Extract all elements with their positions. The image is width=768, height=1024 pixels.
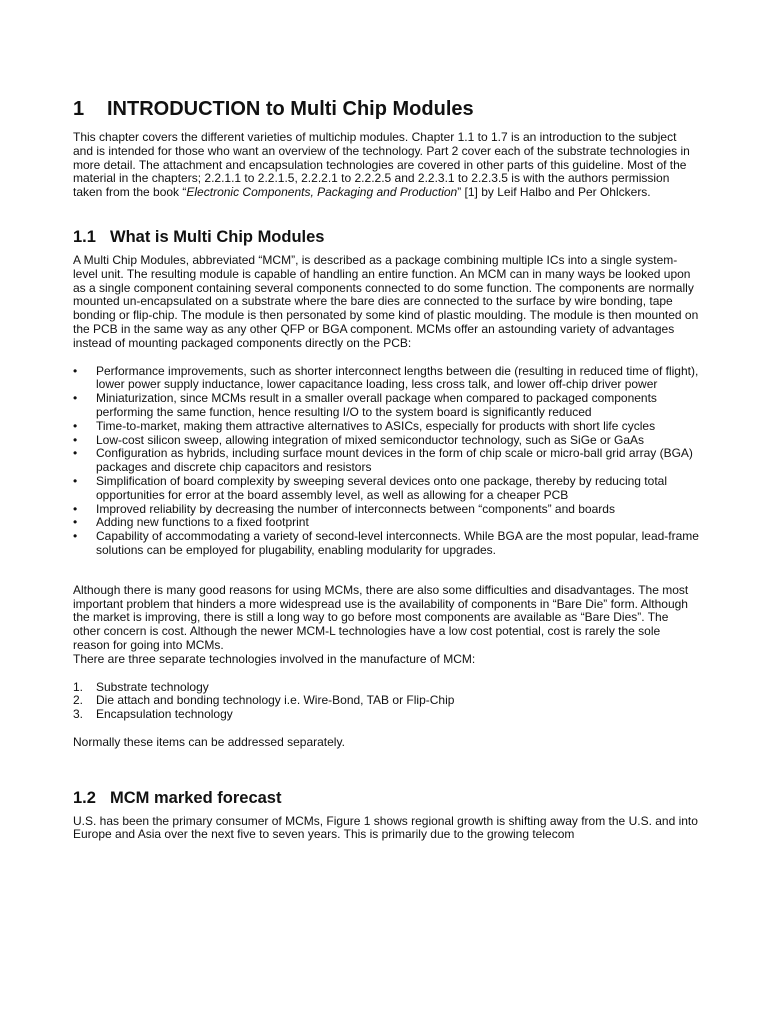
item-text: Encapsulation technology xyxy=(96,707,233,722)
bullet-item xyxy=(73,420,699,434)
bullet-marker: • xyxy=(73,529,78,544)
bullet-marker: • xyxy=(73,515,78,530)
bullet-item xyxy=(73,503,699,517)
bullet-item xyxy=(73,392,699,420)
bullet-marker: • xyxy=(73,418,78,433)
bullet-text: Performance improvements, such as shorter interconnect lengths between die (resulting in reduced time of flight), lower power supply inductance, lower capacitance loading, less cross talk, and lower off-chip driver power xyxy=(96,363,699,392)
bullet-item xyxy=(73,530,699,558)
technologies-intro: There are three separate technologies involved in the manufacture of MCM: xyxy=(73,651,476,666)
chapter-number: 1 xyxy=(73,98,85,120)
advantages-list xyxy=(73,365,699,558)
bullet-marker: • xyxy=(73,391,78,406)
item-number: 2. xyxy=(73,693,84,708)
numbered-item xyxy=(73,708,699,722)
book-title: Electronic Components, Packaging and Production xyxy=(186,185,458,200)
chapter-heading xyxy=(73,96,699,122)
section-heading-1-1 xyxy=(73,226,699,248)
numbered-item xyxy=(73,681,699,695)
item-number: 3. xyxy=(73,707,84,722)
intro-paragraph xyxy=(73,131,699,200)
bullet-text: Time-to-market, making them attractive alternatives to ASICs, especially for products with short life cycles xyxy=(96,418,656,433)
section-heading-1-2 xyxy=(73,787,699,809)
bullet-text: Improved reliability by decreasing the number of interconnects between “components” and boards xyxy=(96,501,615,516)
bullet-text: Configuration as hybrids, including surface mount devices in the form of chip scale or micro-ball grid array (BGA) packages and discrete chip capacitors and resistors xyxy=(96,446,693,475)
chapter-title: INTRODUCTION to Multi Chip Modules xyxy=(107,98,474,120)
bullet-marker: • xyxy=(73,501,78,516)
bullet-marker: • xyxy=(73,446,78,461)
technologies-list xyxy=(73,681,699,722)
mcm-description-paragraph: A Multi Chip Modules, abbreviated “MCM”, is described as a package combining multiple ICs into a single system-level unit. The resulting module is capable of handling an entire function. An MCM can in many ways be looked upon as a single component containing several components connected to do some function. The components are normally mounted un-encapsulated on a substrate where the bare dies are connected to the surface by wire bonding, tape bonding or flip-chip. The module is then personated by some kind of plastic moulding. The module is then mounted on the PCB in the same way as any other QFP or BGA component. MCMs offer an astounding variety of advantages instead of mounting packaged components directly on the PCB: xyxy=(73,252,699,350)
bullet-marker: • xyxy=(73,363,78,378)
item-text: Substrate technology xyxy=(96,679,209,694)
bullet-item xyxy=(73,447,699,475)
item-number: 1. xyxy=(73,679,84,694)
item-text: Die attach and bonding technology i.e. Wire-Bond, TAB or Flip-Chip xyxy=(96,693,455,708)
bullet-item xyxy=(73,475,699,503)
bullet-text: Capability of accommodating a variety of second-level interconnects. While BGA are the most popular, lead-frame solutions can be employed for plugability, enabling modularity for upgrades. xyxy=(96,529,699,557)
bullet-text: Low-cost silicon sweep, allowing integration of mixed semiconductor technology, such as SiGe or GaAs xyxy=(96,432,645,447)
intro-text-end: ” [1] by Leif Halbo and Per Ohlckers. xyxy=(457,185,651,200)
bullet-item xyxy=(73,516,699,530)
bullet-marker: • xyxy=(73,432,78,447)
section-number: 1.1 xyxy=(73,227,96,246)
section-title: What is Multi Chip Modules xyxy=(110,227,325,246)
bullet-text: Miniaturization, since MCMs result in a smaller overall package when compared to packaged components performing the same function, hence resulting I/O to the system board is significantly reduced xyxy=(96,391,657,419)
bullet-item xyxy=(73,365,699,393)
bullet-text: Adding new functions to a fixed footprint xyxy=(96,515,309,530)
intro-text: This chapter covers the different varieties of multichip modules. Chapter 1.1 to 1.7 is an introduction to the subject and is intended for those who want an overview of the technology. Part 2 cover each of the substrate technologies in more detail. The attachment and encapsulation technologies are covered in other parts of this guideline. Most of the material in the chapters; 2.2.1.1 to 2.2.1.5, 2.2.2.1 to 2.2.2.5 and 2.2.3.1 to 2.2.3.5 is with the authors permission taken from the book “ xyxy=(73,130,690,200)
disadvantages-paragraph: Although there is many good reasons for using MCMs, there are also some difficulties and disadvantages. The most important problem that hinders a more widespread use is the availability of components in “Bare Die” form. Although the market is improving, there is still a long way to go before most components are available as “Bare Dies”. The other concern is cost. Although the newer MCM-L technologies have a low cost potential, cost is rarely the sole reason for going into MCMs. xyxy=(73,582,689,652)
page-content xyxy=(73,96,699,842)
bullet-text: Simplification of board complexity by sweeping several devices onto one package, thereby by reducing total opportunities for error at the board assembly level, as well as allowing for a cheaper PCB xyxy=(96,473,667,502)
forecast-paragraph: U.S. has been the primary consumer of MCMs, Figure 1 shows regional growth is shifting away from the U.S. and into Europe and Asia over the next five to seven years. This is primarily due to the growing telecom xyxy=(73,813,698,842)
bullet-item xyxy=(73,434,699,448)
bullet-marker: • xyxy=(73,473,78,488)
closing-note: Normally these items can be addressed separately. xyxy=(73,734,345,749)
section-title: MCM marked forecast xyxy=(110,788,282,807)
section-number: 1.2 xyxy=(73,788,96,807)
numbered-item xyxy=(73,694,699,708)
